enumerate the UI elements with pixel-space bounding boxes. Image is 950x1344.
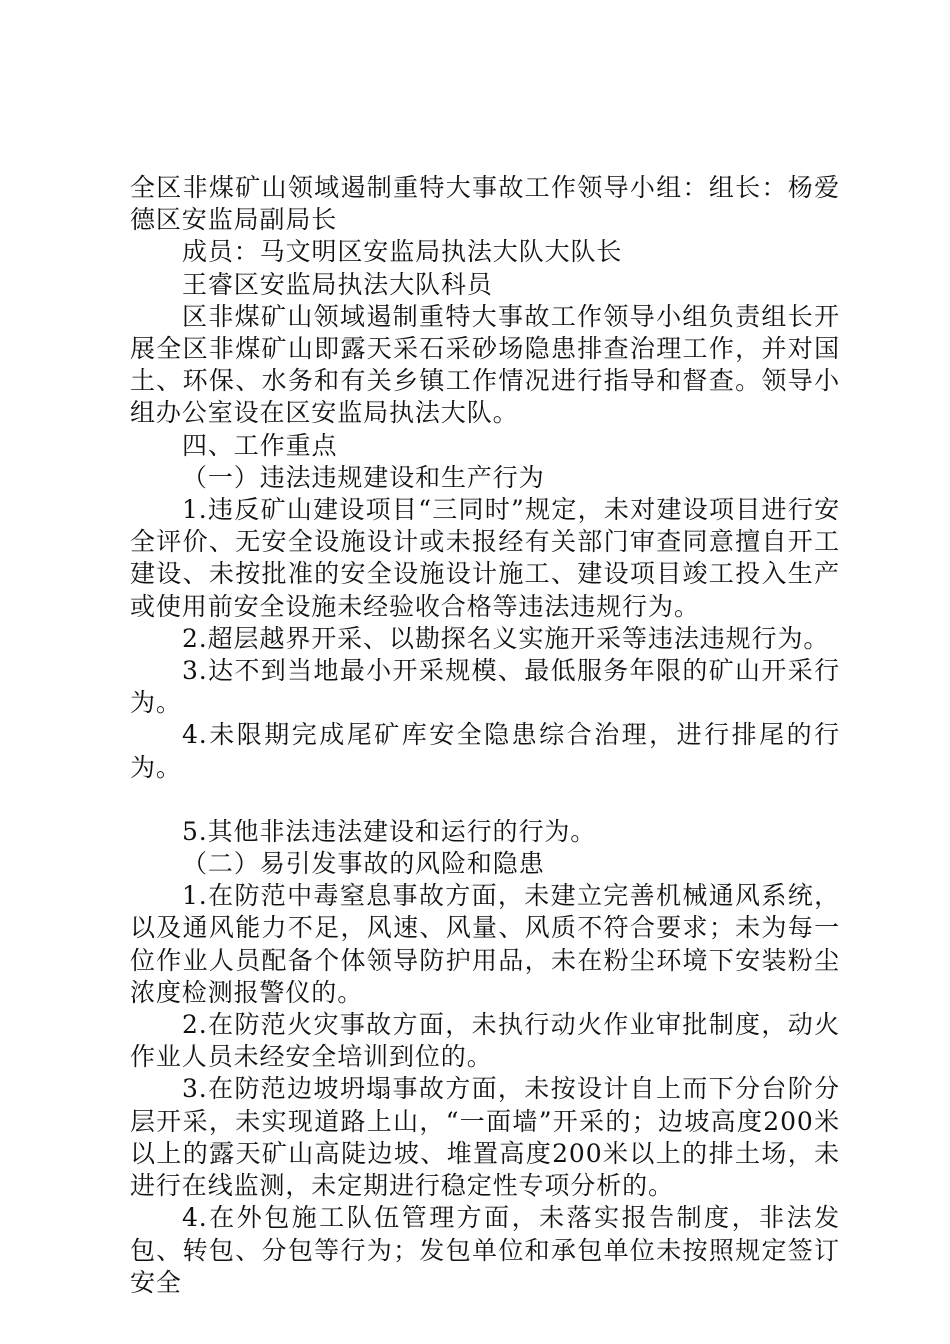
section-heading-work-focus: 四、工作重点	[182, 430, 338, 460]
risk-item-4: 4.在外包施工队伍管理方面，未落实报告制度，非法发包、转包、分包等行为；发包单位和承包单位未按照规定签订安全	[130, 1203, 840, 1297]
paragraph-members: 成员：马文明区安监局执法大队大队长	[182, 237, 623, 267]
subsection-heading-risks: （二）易引发事故的风险和隐患	[182, 849, 545, 879]
risk-item-1: 1.在防范中毒窒息事故方面，未建立完善机械通风系统，以及通风能力不足，风速、风量、风质不符合要求；未为每一位作业人员配备个体领导防护用品，未在粉尘环境下安装粉尘浓度检测报警仪的。	[130, 881, 840, 1007]
list-item-5: 5.其他非法违法建设和运行的行为。	[182, 816, 597, 846]
risk-item-3: 3.在防范边坡坍塌事故方面，未按设计自上而下分台阶分层开采，未实现道路上山，“一面墙”开采的；边坡高度200米以上的露天矿山高陡边坡、堆置高度200米以上的排土场，未进行在线监测，未定期进行稳定性专项分析的。	[130, 1074, 840, 1201]
paragraph-group-duty: 区非煤矿山领域遏制重特大事故工作领导小组负责组长开展全区非煤矿山即露天采石采砂场隐患排查治理工作，并对国土、环保、水务和有关乡镇工作情况进行指导和督查。领导小组办公室设在区安监局执法大队。	[130, 301, 840, 428]
risk-item-2: 2.在防范火灾事故方面，未执行动火作业审批制度，动火作业人员未经安全培训到位的。	[130, 1010, 840, 1072]
subsection-heading-illegal-construction: （一）违法违规建设和生产行为	[182, 462, 545, 492]
paragraph-member-wang: 王睿区安监局执法大队科员	[182, 269, 493, 299]
document-body	[130, 172, 840, 1299]
list-item-4: 4.未限期完成尾矿库安全隐患综合治理，进行排尾的行为。	[130, 720, 840, 782]
list-item-3: 3.达不到当地最小开采规模、最低服务年限的矿山开采行为。	[130, 656, 840, 718]
paragraph-leading-group: 全区非煤矿山领域遏制重特大事故工作领导小组：组长：杨爱德区安监局副局长	[130, 173, 840, 235]
list-item-1: 1.违反矿山建设项目“三同时”规定，未对建设项目进行安全评价、无安全设施设计或未报经有关部门审查同意擅自开工建设、未按批准的安全设施设计施工、建设项目竣工投入生产或使用前安全设施未经验收合格等违法违规行为。	[130, 495, 840, 621]
list-item-2: 2.超层越界开采、以勘探名义实施开采等违法违规行为。	[182, 623, 830, 653]
